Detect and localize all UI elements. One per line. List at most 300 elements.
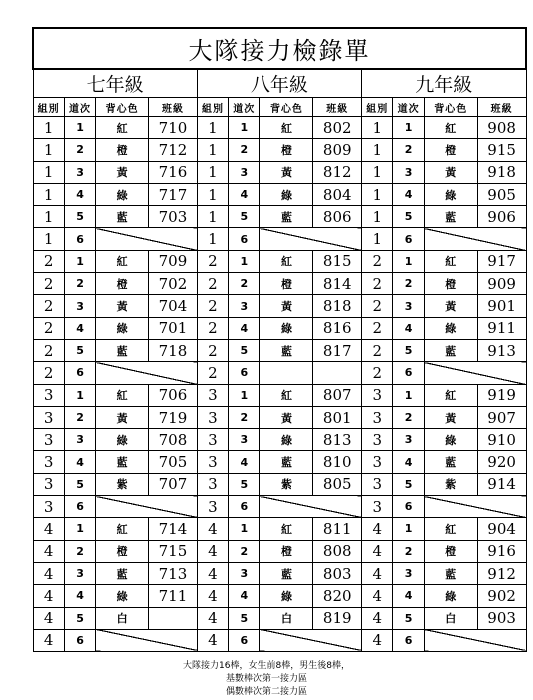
class-cell: 804 <box>313 183 362 205</box>
lane-cell: 2 <box>64 139 95 161</box>
vest-color-cell: 藍 <box>260 562 313 584</box>
class-cell: 916 <box>477 540 526 562</box>
group-cell: 4 <box>197 629 228 651</box>
column-header-vest-color: 背心色 <box>260 98 313 117</box>
vest-color-cell: 白 <box>260 607 313 629</box>
class-cell: 704 <box>149 295 198 317</box>
lane-cell: 3 <box>64 429 95 451</box>
lane-cell: 2 <box>393 540 424 562</box>
vest-color-cell: 橙 <box>260 139 313 161</box>
vest-color-cell: 綠 <box>424 429 477 451</box>
lane-cell: 6 <box>393 496 424 518</box>
group-cell: 3 <box>33 384 64 406</box>
group-cell: 1 <box>362 228 393 250</box>
group-cell: 2 <box>362 317 393 339</box>
group-cell: 4 <box>362 585 393 607</box>
lane-cell: 6 <box>393 228 424 250</box>
group-cell: 4 <box>197 540 228 562</box>
lane-cell: 1 <box>393 117 424 139</box>
class-cell: 708 <box>149 429 198 451</box>
vest-color-cell: 綠 <box>424 585 477 607</box>
vest-color-cell: 橙 <box>96 540 149 562</box>
class-cell: 906 <box>477 206 526 228</box>
column-header-vest-color: 背心色 <box>424 98 477 117</box>
footnote-line: 基數棒次第一接力區 <box>225 674 307 684</box>
lane-cell: 3 <box>229 562 260 584</box>
class-cell: 911 <box>477 317 526 339</box>
class-cell: 703 <box>149 206 198 228</box>
group-cell: 4 <box>362 562 393 584</box>
group-cell: 1 <box>197 161 228 183</box>
lane-cell: 6 <box>229 629 260 651</box>
group-cell: 1 <box>197 228 228 250</box>
lane-cell: 5 <box>64 607 95 629</box>
vest-color-cell: 紅 <box>96 250 149 272</box>
vest-color-cell: 綠 <box>424 317 477 339</box>
class-cell: 719 <box>149 406 198 428</box>
column-header-lane: 道次 <box>393 98 424 117</box>
table-row <box>33 607 526 629</box>
class-cell: 912 <box>477 562 526 584</box>
vest-color-cell: 綠 <box>96 183 149 205</box>
group-cell: 2 <box>197 273 228 295</box>
table-row <box>33 228 526 250</box>
class-cell: 920 <box>477 451 526 473</box>
lane-cell: 6 <box>64 629 95 651</box>
class-cell: 913 <box>477 339 526 361</box>
lane-cell: 4 <box>393 183 424 205</box>
lane-cell: 1 <box>229 117 260 139</box>
class-cell: 903 <box>477 607 526 629</box>
vest-color-cell: 紫 <box>424 473 477 495</box>
lane-cell: 1 <box>229 384 260 406</box>
vest-color-cell: 藍 <box>260 451 313 473</box>
column-header-vest-color: 背心色 <box>96 98 149 117</box>
class-cell: 716 <box>149 161 198 183</box>
lane-cell: 4 <box>393 317 424 339</box>
table-row <box>33 406 526 428</box>
class-cell: 908 <box>477 117 526 139</box>
merged-empty-cell <box>260 496 362 518</box>
class-cell <box>149 607 198 629</box>
group-cell: 4 <box>33 518 64 540</box>
vest-color-cell: 黃 <box>96 406 149 428</box>
vest-color-cell: 紅 <box>260 518 313 540</box>
group-cell: 4 <box>33 562 64 584</box>
class-cell: 701 <box>149 317 198 339</box>
column-header-lane: 道次 <box>229 98 260 117</box>
vest-color-cell: 紅 <box>96 117 149 139</box>
vest-color-cell: 藍 <box>260 339 313 361</box>
class-cell: 718 <box>149 339 198 361</box>
group-cell: 2 <box>33 295 64 317</box>
merged-empty-cell <box>424 629 526 651</box>
class-cell: 809 <box>313 139 362 161</box>
vest-color-cell: 藍 <box>96 339 149 361</box>
lane-cell: 3 <box>229 161 260 183</box>
vest-color-cell: 綠 <box>260 585 313 607</box>
class-cell: 817 <box>313 339 362 361</box>
column-header-group: 組別 <box>197 98 228 117</box>
lane-cell: 2 <box>64 406 95 428</box>
table-row <box>33 540 526 562</box>
merged-empty-cell <box>424 362 526 384</box>
group-cell: 4 <box>33 629 64 651</box>
class-cell: 711 <box>149 585 198 607</box>
group-cell: 3 <box>197 384 228 406</box>
lane-cell: 2 <box>64 273 95 295</box>
group-cell: 2 <box>197 295 228 317</box>
merged-empty-cell <box>96 629 198 651</box>
group-cell: 1 <box>362 117 393 139</box>
group-cell: 4 <box>362 540 393 562</box>
group-cell: 1 <box>33 183 64 205</box>
vest-color-cell: 綠 <box>260 317 313 339</box>
lane-cell: 6 <box>393 629 424 651</box>
group-cell: 4 <box>362 607 393 629</box>
vest-color-cell: 黃 <box>96 295 149 317</box>
lane-cell: 3 <box>64 295 95 317</box>
group-cell: 4 <box>362 518 393 540</box>
column-header-class: 班級 <box>313 98 362 117</box>
vest-color-cell: 藍 <box>424 206 477 228</box>
merged-empty-cell <box>424 496 526 518</box>
lane-cell: 6 <box>229 496 260 518</box>
group-cell: 4 <box>33 540 64 562</box>
lane-cell: 2 <box>229 139 260 161</box>
lane-cell: 5 <box>393 339 424 361</box>
lane-cell: 2 <box>393 273 424 295</box>
lane-cell: 3 <box>393 562 424 584</box>
vest-color-cell: 紫 <box>96 473 149 495</box>
group-cell: 3 <box>33 429 64 451</box>
lane-cell: 1 <box>64 384 95 406</box>
lane-cell: 2 <box>393 139 424 161</box>
class-cell: 901 <box>477 295 526 317</box>
vest-color-cell: 紅 <box>260 117 313 139</box>
class-cell: 717 <box>149 183 198 205</box>
group-cell: 4 <box>197 562 228 584</box>
class-cell: 707 <box>149 473 198 495</box>
lane-cell: 5 <box>393 607 424 629</box>
lane-cell: 4 <box>229 451 260 473</box>
group-cell: 2 <box>33 362 64 384</box>
vest-color-cell: 綠 <box>96 317 149 339</box>
vest-color-cell: 紅 <box>96 384 149 406</box>
class-cell: 714 <box>149 518 198 540</box>
group-cell: 2 <box>362 273 393 295</box>
lane-cell: 1 <box>229 518 260 540</box>
lane-cell: 2 <box>64 540 95 562</box>
vest-color-cell: 藍 <box>260 206 313 228</box>
lane-cell: 6 <box>64 496 95 518</box>
class-cell: 909 <box>477 273 526 295</box>
group-cell: 2 <box>197 362 228 384</box>
class-cell: 802 <box>313 117 362 139</box>
vest-color-cell: 黃 <box>260 161 313 183</box>
merged-empty-cell <box>260 629 362 651</box>
vest-color-cell: 藍 <box>424 339 477 361</box>
lane-cell: 1 <box>64 117 95 139</box>
lane-cell: 1 <box>393 518 424 540</box>
class-cell: 803 <box>313 562 362 584</box>
column-header-lane: 道次 <box>64 98 95 117</box>
lane-cell: 3 <box>393 295 424 317</box>
group-cell: 1 <box>33 228 64 250</box>
group-cell: 1 <box>362 139 393 161</box>
class-cell: 808 <box>313 540 362 562</box>
class-cell: 801 <box>313 406 362 428</box>
lane-cell: 4 <box>229 183 260 205</box>
lane-cell: 4 <box>64 317 95 339</box>
class-cell: 710 <box>149 117 198 139</box>
class-cell: 818 <box>313 295 362 317</box>
column-header-class: 班級 <box>477 98 526 117</box>
class-cell: 918 <box>477 161 526 183</box>
vest-color-cell: 橙 <box>260 540 313 562</box>
table-row <box>33 585 526 607</box>
class-cell: 810 <box>313 451 362 473</box>
grade-header-9: 九年級 <box>362 69 526 98</box>
table-row <box>33 206 526 228</box>
group-cell: 4 <box>362 629 393 651</box>
merged-empty-cell <box>424 228 526 250</box>
class-cell: 706 <box>149 384 198 406</box>
table-row <box>33 562 526 584</box>
class-cell: 816 <box>313 317 362 339</box>
lane-cell: 5 <box>229 339 260 361</box>
vest-color-cell: 紅 <box>424 518 477 540</box>
vest-color-cell: 橙 <box>260 273 313 295</box>
group-cell: 2 <box>362 250 393 272</box>
group-cell: 3 <box>362 496 393 518</box>
vest-color-cell: 白 <box>96 607 149 629</box>
lane-cell: 5 <box>393 206 424 228</box>
footnotes <box>0 660 533 699</box>
grade-header-7: 七年級 <box>33 69 197 98</box>
group-cell: 1 <box>197 183 228 205</box>
lane-cell: 1 <box>393 384 424 406</box>
group-cell: 3 <box>197 429 228 451</box>
lane-cell: 5 <box>64 473 95 495</box>
group-cell: 2 <box>33 273 64 295</box>
group-cell: 4 <box>197 607 228 629</box>
vest-color-cell: 黃 <box>424 406 477 428</box>
group-cell: 1 <box>197 139 228 161</box>
vest-color-cell: 綠 <box>96 429 149 451</box>
class-cell: 702 <box>149 273 198 295</box>
vest-color-cell: 紅 <box>260 384 313 406</box>
class-cell: 820 <box>313 585 362 607</box>
class-cell: 914 <box>477 473 526 495</box>
vest-color-cell: 綠 <box>260 429 313 451</box>
lane-cell: 1 <box>229 250 260 272</box>
merged-empty-cell <box>96 228 198 250</box>
group-cell: 3 <box>362 429 393 451</box>
class-cell: 904 <box>477 518 526 540</box>
class-cell: 712 <box>149 139 198 161</box>
vest-color-cell: 紅 <box>260 250 313 272</box>
class-cell: 919 <box>477 384 526 406</box>
lane-cell: 6 <box>393 362 424 384</box>
lane-cell: 1 <box>64 250 95 272</box>
vest-color-cell: 藍 <box>424 451 477 473</box>
group-cell: 3 <box>197 496 228 518</box>
class-cell: 713 <box>149 562 198 584</box>
lane-cell: 2 <box>229 273 260 295</box>
lane-cell: 6 <box>64 228 95 250</box>
group-cell: 1 <box>33 117 64 139</box>
group-cell: 1 <box>197 117 228 139</box>
footnote-line: 大隊接力16棒，女生前8棒，男生後8棒， <box>183 661 350 671</box>
vest-color-cell <box>260 362 313 384</box>
class-cell: 709 <box>149 250 198 272</box>
table-row <box>33 250 526 272</box>
class-cell: 805 <box>313 473 362 495</box>
table-row <box>33 451 526 473</box>
vest-color-cell: 黃 <box>260 406 313 428</box>
group-cell: 3 <box>362 451 393 473</box>
class-cell: 917 <box>477 250 526 272</box>
merged-empty-cell <box>260 228 362 250</box>
merged-empty-cell <box>96 496 198 518</box>
class-cell: 915 <box>477 139 526 161</box>
lane-cell: 5 <box>393 473 424 495</box>
group-cell: 3 <box>197 406 228 428</box>
group-cell: 1 <box>362 183 393 205</box>
vest-color-cell: 紅 <box>424 117 477 139</box>
footnote-line: 偶數棒次第二接力區 <box>225 687 307 697</box>
vest-color-cell: 橙 <box>424 273 477 295</box>
lane-cell: 4 <box>229 317 260 339</box>
table-row <box>33 317 526 339</box>
lane-cell: 4 <box>229 585 260 607</box>
lane-cell: 4 <box>393 451 424 473</box>
group-cell: 3 <box>33 473 64 495</box>
vest-color-cell: 藍 <box>424 562 477 584</box>
table-row <box>33 117 526 139</box>
class-cell: 811 <box>313 518 362 540</box>
lane-cell: 4 <box>393 585 424 607</box>
lane-cell: 2 <box>229 540 260 562</box>
group-cell: 1 <box>362 161 393 183</box>
lane-cell: 3 <box>229 429 260 451</box>
group-cell: 4 <box>33 607 64 629</box>
lane-cell: 1 <box>64 518 95 540</box>
class-cell: 902 <box>477 585 526 607</box>
vest-color-cell: 橙 <box>96 139 149 161</box>
vest-color-cell: 藍 <box>96 206 149 228</box>
class-cell: 705 <box>149 451 198 473</box>
group-cell: 3 <box>33 451 64 473</box>
class-cell: 715 <box>149 540 198 562</box>
lane-cell: 3 <box>64 562 95 584</box>
lane-cell: 4 <box>64 451 95 473</box>
lane-cell: 5 <box>229 607 260 629</box>
group-cell: 1 <box>197 206 228 228</box>
lane-cell: 2 <box>393 406 424 428</box>
table-row <box>33 629 526 651</box>
group-cell: 4 <box>197 518 228 540</box>
class-cell: 812 <box>313 161 362 183</box>
group-cell: 4 <box>33 585 64 607</box>
lane-cell: 6 <box>229 362 260 384</box>
table-row <box>33 362 526 384</box>
group-cell: 2 <box>362 362 393 384</box>
group-cell: 2 <box>197 339 228 361</box>
table-row <box>33 384 526 406</box>
group-cell: 2 <box>197 250 228 272</box>
lane-cell: 3 <box>393 429 424 451</box>
column-header-group: 組別 <box>362 98 393 117</box>
lane-cell: 5 <box>64 206 95 228</box>
class-cell: 814 <box>313 273 362 295</box>
vest-color-cell: 藍 <box>96 451 149 473</box>
group-cell: 1 <box>362 206 393 228</box>
group-cell: 3 <box>197 451 228 473</box>
lane-cell: 5 <box>64 339 95 361</box>
vest-color-cell: 綠 <box>96 585 149 607</box>
class-cell: 910 <box>477 429 526 451</box>
class-cell: 815 <box>313 250 362 272</box>
page-title: 大隊接力檢錄單 <box>33 28 526 69</box>
class-cell: 907 <box>477 406 526 428</box>
vest-color-cell: 紅 <box>424 384 477 406</box>
vest-color-cell: 綠 <box>424 183 477 205</box>
lane-cell: 6 <box>64 362 95 384</box>
vest-color-cell: 黃 <box>96 161 149 183</box>
vest-color-cell: 黃 <box>424 295 477 317</box>
group-cell: 2 <box>362 339 393 361</box>
vest-color-cell: 橙 <box>424 540 477 562</box>
group-cell: 3 <box>33 496 64 518</box>
vest-color-cell: 黃 <box>260 295 313 317</box>
merged-empty-cell <box>96 362 198 384</box>
table-row <box>33 429 526 451</box>
group-cell: 4 <box>197 585 228 607</box>
lane-cell: 4 <box>64 585 95 607</box>
vest-color-cell: 橙 <box>96 273 149 295</box>
class-cell: 807 <box>313 384 362 406</box>
vest-color-cell: 藍 <box>96 562 149 584</box>
group-cell: 1 <box>33 139 64 161</box>
vest-color-cell: 紫 <box>260 473 313 495</box>
grade-header-8: 八年級 <box>197 69 361 98</box>
vest-color-cell: 紅 <box>424 250 477 272</box>
table-row <box>33 295 526 317</box>
class-cell: 806 <box>313 206 362 228</box>
table-row <box>33 496 526 518</box>
class-cell: 813 <box>313 429 362 451</box>
group-cell: 2 <box>197 317 228 339</box>
lane-cell: 3 <box>229 295 260 317</box>
vest-color-cell: 橙 <box>424 139 477 161</box>
vest-color-cell: 紅 <box>96 518 149 540</box>
vest-color-cell: 黃 <box>424 161 477 183</box>
class-cell: 905 <box>477 183 526 205</box>
group-cell: 1 <box>33 206 64 228</box>
group-cell: 3 <box>362 406 393 428</box>
group-cell: 2 <box>33 250 64 272</box>
column-header-class: 班級 <box>149 98 198 117</box>
table-row <box>33 273 526 295</box>
lane-cell: 3 <box>393 161 424 183</box>
group-cell: 3 <box>362 473 393 495</box>
table-row <box>33 339 526 361</box>
table-row <box>33 518 526 540</box>
table-row <box>33 139 526 161</box>
table-row <box>33 473 526 495</box>
